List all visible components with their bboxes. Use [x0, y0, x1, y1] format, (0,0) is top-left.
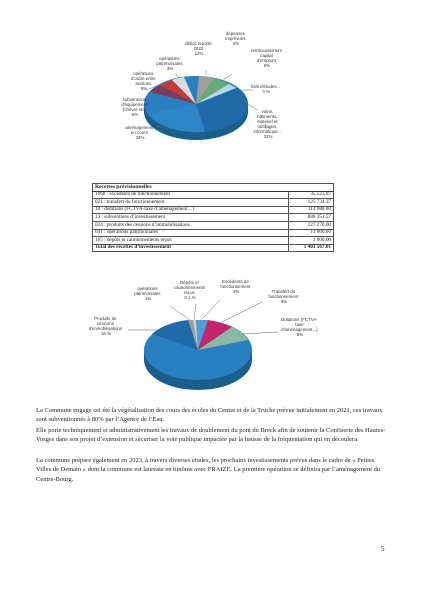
label-excedents: Excédents de fonctionnement 3% — [220, 279, 251, 294]
row-value: 227 270.00 — [289, 221, 334, 229]
label-dotations: Dotations (FCTVA- taxe d'aménagement...) 8% — [281, 317, 318, 337]
paragraph-pont-breck: Elle porte techniquement et administrativement les travaux de doublement du pont du Breck afin de soutenir la Confiserie des Hautes-Vosges dans son projet d’extension et sécuriser la voie publique impactée par la hausse de la fréquentation qui en découlera. — [36, 427, 386, 444]
table-row — [93, 206, 334, 214]
row-label: 13 : subventions d’investissement — [93, 214, 289, 222]
row-value: 11 000.00 — [289, 229, 334, 237]
label-operations-patri: opérations patrimoniales 3% — [156, 56, 183, 71]
label-depenses: dépenses imprévues 0% — [225, 31, 246, 46]
revenue-pie — [144, 320, 252, 390]
table-header-row — [93, 184, 334, 192]
total-value: 1 403 567.01 — [289, 244, 334, 252]
table-row — [93, 221, 334, 229]
total-label: Total des recettes d’investissement — [93, 244, 289, 252]
row-label: 024 : produits des cessions d’immobilisations — [93, 221, 289, 229]
table-title: Recettes prévisionnelles — [93, 184, 334, 192]
row-label: 041 : opérations patrimoniales — [93, 229, 289, 237]
label-depots: Dépôts et cautionnements reçus 0.1 % — [173, 280, 205, 300]
row-label: 1068 : excédents de fonctionnement — [93, 191, 289, 199]
label-operations-ordre: opérations d'ordre entre sections 6% — [131, 71, 156, 91]
row-value: 1 000.00 — [289, 237, 334, 245]
label-transfert: Transfert du fonctionnement 9% — [268, 289, 299, 304]
row-value: 35 523.07 — [289, 191, 334, 199]
expenses-pie — [144, 76, 248, 140]
table-row — [93, 214, 334, 222]
label-amenagement: aménagement en cours 34% — [125, 125, 154, 140]
row-value: 125 734.37 — [289, 199, 334, 207]
row-label: 10 : dotations (FCTVA-taxe d’aménagement…) — [93, 206, 289, 214]
row-label: 165 : dépôts et cautionnements reçus — [93, 237, 289, 245]
label-subventions: subventions d'équipement (chèvre etc) 5% — [121, 97, 148, 117]
label-remboursement: remboursement capital d'emprunt 5% — [251, 48, 282, 68]
paragraph-petites-villes: La commune prépare également en 2023, à travers diverses études, les prochains investissements prévus dans le cadre de « Petites Villes de Demain » dont la commune est lauréate en binôme avec FRAIZE. La première opération se définira par l’aménagement du Centre-Bourg. — [36, 457, 381, 483]
page-number: 5 — [381, 545, 385, 553]
table-row — [93, 191, 334, 199]
label-cessions: Produits de cessions d'immobilisations 16 % — [88, 316, 123, 336]
label-voirie: voirie, bâtiments, matériel et outillages, informatique... 31% — [253, 109, 282, 139]
table-total-row — [93, 244, 334, 252]
table-row — [93, 237, 334, 245]
revenue-pie-chart — [0, 270, 424, 415]
expenses-pie-chart — [0, 0, 424, 170]
row-value: 114 688.00 — [289, 206, 334, 214]
table-row — [93, 229, 334, 237]
label-deficit: déficit reporté 2022 12% — [185, 41, 212, 56]
row-label: 021 : transfert du fonctionnement — [93, 199, 289, 207]
label-frais: frais d'études... 0 % — [250, 84, 281, 94]
paragraph-vegetalisation: La Commune engage cet été la végétalisation des cours des écoles du Centre et de la Truche prévue initialement en 2021, ces travaux sont subventionnés à 80% par l’Agence de l’Eau. — [36, 407, 383, 424]
revenue-table — [92, 183, 334, 252]
row-value: 888 351.57 — [289, 214, 334, 222]
label-patri: opérations patrimoniales 1% — [134, 286, 161, 301]
